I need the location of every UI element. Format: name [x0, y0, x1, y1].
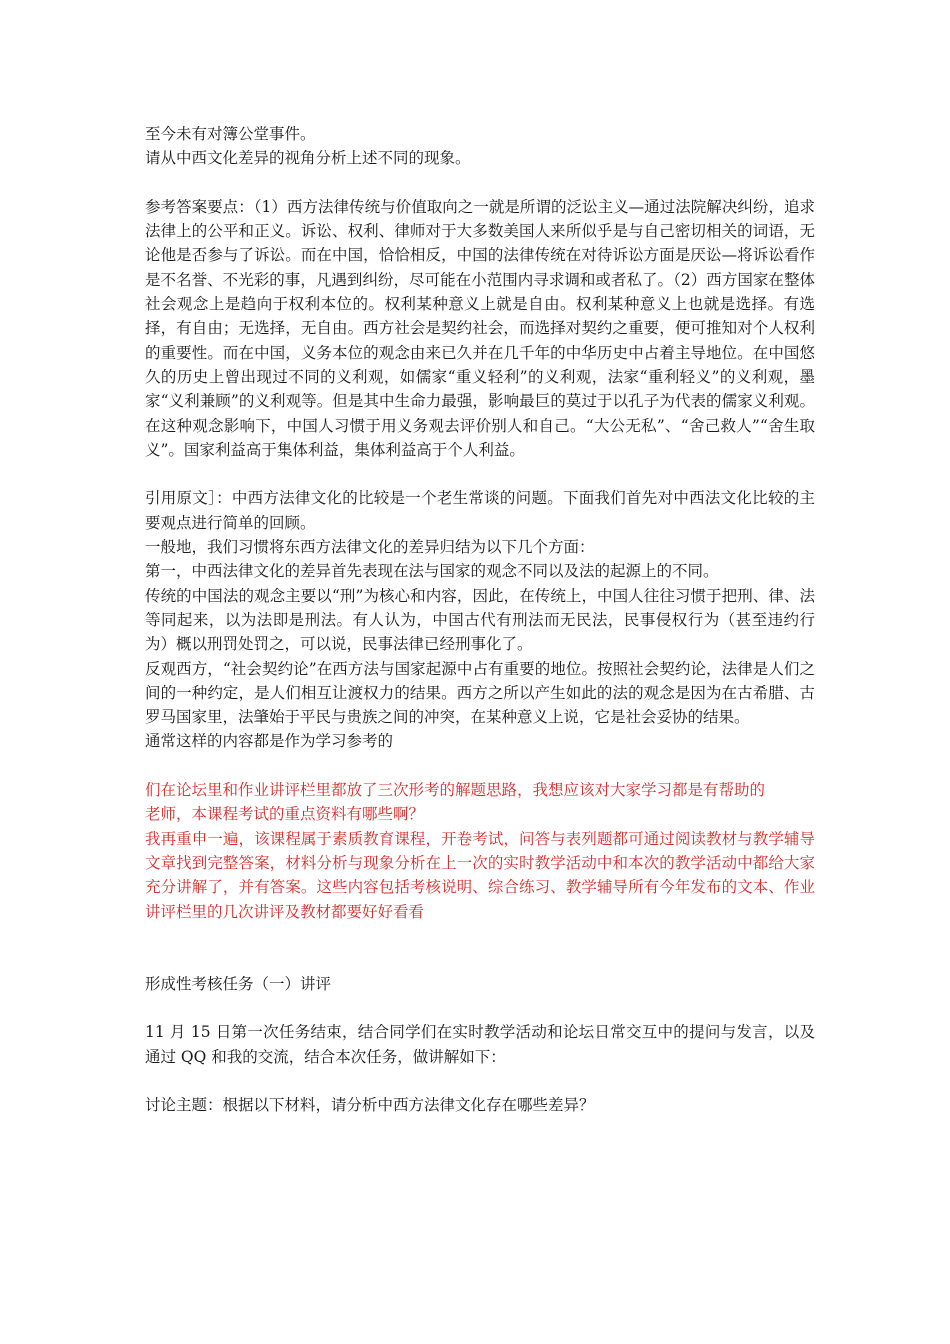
- spacer: [145, 1069, 815, 1093]
- section-title: 形成性考核任务（一）讲评: [145, 974, 332, 993]
- document-body: [145, 122, 815, 1118]
- teacher-note: 们在论坛里和作业讲评栏里都放了三次形考的解题思路，我想应该对大家学习都是有帮助的: [145, 781, 766, 800]
- spacer: [145, 924, 815, 972]
- quote-paragraph: 一般地，我们习惯将东西方法律文化的差异归结为以下几个方面：: [145, 538, 595, 557]
- discussion-topic: 讨论主题：根据以下材料，请分析中西方法律文化存在哪些差异？: [145, 1096, 595, 1115]
- teacher-reply: 我再重申一遍，该课程属于素质教育课程，开卷考试，问答与表列题都可通过阅读教材与教学辅导文章找到完整答案，材料分析与现象分析在上一次的实时教学活动中和本次的教学活动中都给大家充分讲解了，并有答案。这些内容包括考核说明、综合练习、教学辅导所有今年发布的文本、作业讲评栏里的几次讲评及教材都要好好看看: [145, 829, 815, 921]
- reference-answer: 参考答案要点：（1）西方法律传统与价值取向之一就是所谓的泛讼主义—通过法院解决纠纷，追求法律上的公平和正义。诉讼、权利、律师对于大多数美国人来所似乎是与自己密切相关的词语，无论他是否参与了诉讼。而在中国，恰恰相反，中国的法律传统在对待诉讼方面是厌讼—将诉讼看作是不名誉、不光彩的事，凡遇到纠纷，尽可能在小范围内寻求调和或者私了。（2）西方国家在整体社会观念上是趋向于权利本位的。权利某种意义上就是自由。权利某种意义上也就是选择。有选择，有自由；无选择，无自由。西方社会是契约社会，而选择对契约之重要，便可推知对个人权利的重要性。而在中国，义务本位的观念由来已久并在几千年的中华历史中占着主导地位。在中国悠久的历史上曾出现过不同的义利观，如儒家“重义轻利”的义利观，法家“重利轻义”的义利观，墨家“义利兼顾”的义利观等。但是其中生命力最强，影响最巨的莫过于以孔子为代表的儒家义利观。在这种观念影响下，中国人习惯于用义务观去评价别人和自己。“大公无私”、“舍己救人”“舍生取义”。国家利益高于集体利益，集体利益高于个人利益。: [145, 197, 815, 459]
- spacer: [145, 996, 815, 1020]
- quote-paragraph: 引用原文］：中西方法律文化的比较是一个老生常谈的问题。下面我们首先对中西法文化比较的主要观点进行简单的回顾。: [145, 489, 815, 532]
- spacer: [145, 171, 815, 195]
- spacer: [145, 754, 815, 778]
- quote-paragraph: 传统的中国法的观念主要以“刑”为核心和内容，因此，在传统上，中国人往往习惯于把刑、律、法等同起来，以为法即是刑法。有人认为，中国古代有刑法而无民法，民事侵权行为（甚至违约行为）概以刑罚处罚之，可以说，民事法律已经刑事化了。: [145, 586, 815, 654]
- quote-paragraph: 第一，中西法律文化的差异首先表现在法与国家的观念不同以及法的起源上的不同。: [145, 562, 719, 581]
- quote-paragraph: 反观西方，“社会契约论”在西方法与国家起源中占有重要的地位。按照社会契约论，法律是人们之间的一种约定，是人们相互让渡权力的结果。西方之所以产生如此的法的观念是因为在古希腊、古罗马国家里，法肇始于平民与贵族之间的冲突，在某种意义上说，它是社会妥协的结果。: [145, 659, 815, 727]
- intro-question: 请从中西文化差异的视角分析上述不同的现象。: [145, 149, 471, 168]
- intro-line: 至今未有对簿公堂事件。: [145, 125, 316, 143]
- spacer: [145, 462, 815, 486]
- quote-paragraph: 通常这样的内容都是作为学习参考的: [145, 732, 394, 751]
- student-question: 老师，本课程考试的重点资料有哪些啊？: [145, 805, 425, 824]
- section-body: 11 月 15 日第一次任务结束，结合同学们在实时教学活动和论坛日常交互中的提问与发言，以及通过 QQ 和我的交流，结合本次任务，做讲解如下：: [145, 1023, 815, 1066]
